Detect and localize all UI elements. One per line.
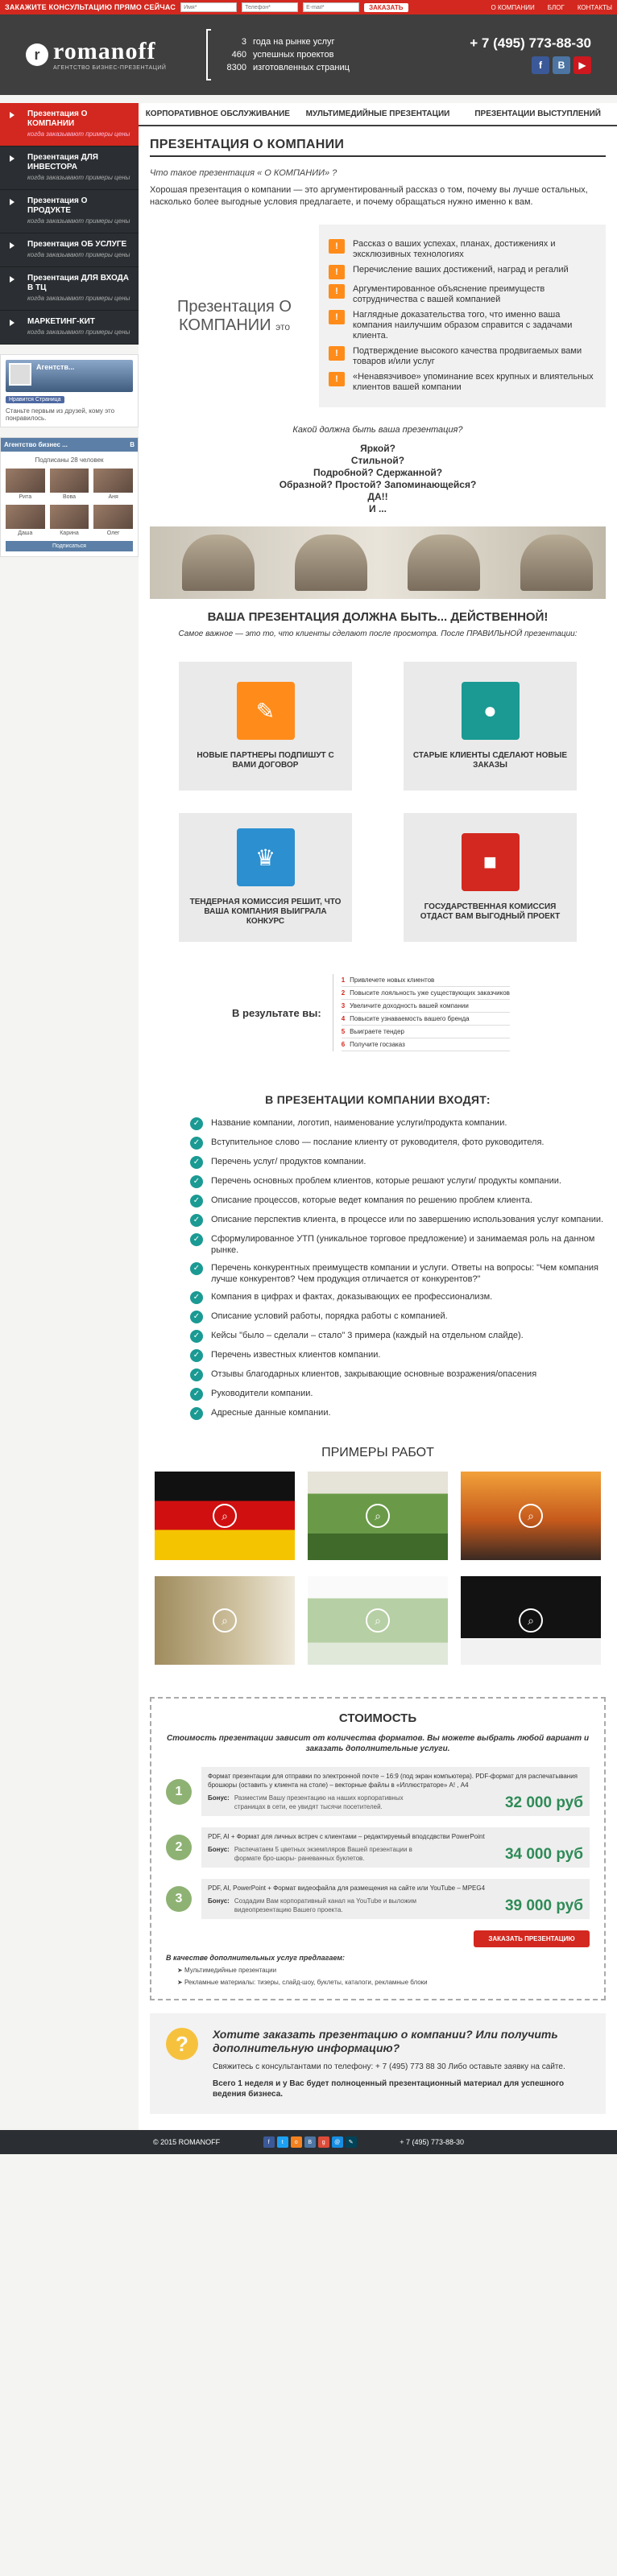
result-number: 2 (341, 989, 346, 997)
callout-title: Хотите заказать презентацию о компании? Или получить дополнительную информацию? (213, 2028, 558, 2054)
tab-speeches[interactable]: ПРЕЗЕНТАЦИИ ВЫСТУПЛЕНИЙ (458, 103, 617, 125)
results-block (232, 974, 606, 1051)
result-item (342, 974, 510, 987)
person-silhouette (182, 535, 255, 591)
price-option (166, 1827, 590, 1868)
option-footer (208, 1897, 583, 1914)
googleplus-icon[interactable]: g (318, 2136, 329, 2148)
result-text: Увеличите доходность вашей компании (350, 1002, 469, 1009)
included-item (190, 1291, 606, 1304)
sidebar-nav (0, 103, 139, 345)
outcome-card (179, 813, 352, 942)
check-icon: ✓ (190, 1175, 203, 1188)
check-icon: ✓ (190, 1262, 203, 1275)
bonus (208, 1897, 428, 1914)
bonus (208, 1845, 428, 1863)
result-item (342, 1000, 510, 1013)
question-icon: ? (166, 2028, 198, 2060)
card-caption: ТЕНДЕРНАЯ КОМИССИЯ РЕШИТ, ЧТО ВАША КОМПАНИЯ ВЫИГРАЛА КОНКУРС (189, 898, 342, 926)
hero-title-text: Презентация О КОМПАНИИ (177, 297, 292, 334)
handshake-icon: ✎ (237, 682, 295, 740)
main-content (139, 103, 617, 2130)
member-avatar (93, 505, 133, 529)
nav-subtitle: когда заказывают примеры цены (27, 217, 130, 225)
menu-about[interactable]: О КОМПАНИИ (491, 3, 535, 11)
included-item (190, 1311, 606, 1323)
sidebar-nav-item[interactable] (0, 233, 139, 267)
check-icon: ✓ (190, 1330, 203, 1343)
hero-eto: это (275, 320, 291, 332)
member-name: Даша (18, 530, 33, 536)
page-title: ПРЕЗЕНТАЦИЯ О КОМПАНИИ (150, 138, 606, 157)
stat-number: 3 (241, 37, 246, 47)
member-name: Карина (60, 530, 79, 536)
extra-item: ➤ Мультимедийные презентации (177, 1967, 277, 1974)
nav-title: Презентация ОБ УСЛУГЕ (27, 240, 127, 249)
warning-icon: ! (329, 284, 345, 299)
facebook-icon[interactable]: f (263, 2136, 275, 2148)
result-number: 5 (341, 1028, 346, 1035)
bullet-text: Рассказ о ваших успехах, планах, достижениях и эксклюзивных технологиях (353, 239, 556, 259)
check-icon: ✓ (190, 1214, 203, 1227)
outcome-card (404, 813, 577, 942)
included-item (190, 1368, 606, 1381)
warning-icon: ! (329, 372, 345, 386)
stat-row (222, 63, 458, 72)
zoom-icon: ⌕ (213, 1608, 237, 1633)
email-input[interactable] (303, 2, 359, 12)
zoom-icon: ⌕ (519, 1608, 543, 1633)
card-caption: СТАРЫЕ КЛИЕНТЫ СДЕЛАЮТ НОВЫЕ ЗАКАЗЫ (412, 751, 568, 770)
quality-line: И ... (369, 503, 387, 514)
effective-subtitle: Самое важное — это то, что клиенты сделают после просмотра. После ПРАВИЛЬНОЙ презентации: (178, 630, 578, 638)
effective-heading: ВАША ПРЕЗЕНТАЦИЯ ДОЛЖНА БЫТЬ... ДЕЙСТВЕННОЙ! (207, 610, 549, 624)
included-text: Описание процессов, которые ведет компания по решению проблем клиента. (211, 1195, 532, 1205)
member-avatar (50, 469, 89, 493)
included-item (190, 1137, 606, 1150)
included-item (190, 1233, 606, 1256)
vk-members (6, 469, 133, 536)
included-text: Название компании, логотип, наименование услуги/продукта компании. (211, 1118, 507, 1128)
nav-subtitle: когда заказывают примеры цены (27, 295, 130, 302)
result-text: Повысите лояльность уже существующих заказчиков (350, 989, 510, 997)
check-icon: ✓ (190, 1311, 203, 1323)
hero-title (150, 298, 319, 335)
included-item (190, 1175, 606, 1188)
logo[interactable] (26, 39, 195, 71)
callout-phone: Свяжитесь с консультантами по телефону: + 7 (495) 773 88 30 Либо оставьте заявку на сайте. (213, 2062, 565, 2071)
price-option (166, 1767, 590, 1816)
zoom-icon: ⌕ (213, 1504, 237, 1528)
result-number: 6 (341, 1041, 346, 1048)
result-text: Получите госзаказ (350, 1041, 405, 1048)
warning-icon: ! (329, 265, 345, 279)
footer-social (263, 2136, 357, 2148)
sidebar (0, 95, 139, 2130)
option-number: 2 (166, 1835, 192, 1860)
bullet-text: Наглядные доказательства того, что именно ваша компания наилучшим образом справится с задачами клиента. (353, 310, 573, 341)
hero-bullet (329, 265, 596, 279)
bonus-label: Бонус: (208, 1794, 230, 1802)
bonus-text: Распечатаем 5 цветных экземпляров Вашей презентации в формате бро-шюры- раневанных буклетов. (234, 1846, 412, 1862)
nav-subtitle: когда заказывают примеры цены (27, 130, 130, 138)
extra-heading: В качестве дополнительных услуг предлагаем: (166, 1954, 346, 1962)
check-icon: ✓ (190, 1349, 203, 1362)
included-text: Компания в цифрах и фактах, доказывающих ее профессионализм. (211, 1292, 493, 1302)
extra-item: ➤ Рекламные материалы: тизеры, слайд-шоу, буклеты, каталоги, рекламные блоки (177, 1979, 428, 1986)
member-avatar (6, 505, 45, 529)
briefcase-icon: ■ (462, 833, 520, 891)
vk-member[interactable] (50, 505, 89, 536)
vk-group-name[interactable]: Агентство бизнес ... (4, 441, 68, 448)
check-icon: ✓ (190, 1156, 203, 1169)
included-item (190, 1349, 606, 1362)
stat-row (222, 37, 458, 47)
option-number: 1 (166, 1779, 192, 1805)
result-item (342, 1026, 510, 1038)
member-avatar (50, 505, 89, 529)
nav-title: Презентация О КОМПАНИИ (27, 109, 88, 128)
presentation-question: Какой должна быть ваша презентация? (292, 425, 463, 435)
member-name: Рита (19, 494, 32, 500)
facebook-widget (0, 354, 139, 427)
outcome-cards (150, 639, 606, 942)
pricing-intro: Стоимость презентации зависит от количества форматов. Вы можете выбрать любой вариант и заказать дополнительные услуги. (166, 1734, 590, 1753)
top-menu (491, 4, 612, 11)
result-number: 1 (341, 976, 346, 984)
zoom-icon: ⌕ (366, 1504, 390, 1528)
warning-icon: ! (329, 239, 345, 254)
nav-subtitle: когда заказывают примеры цены (27, 251, 130, 258)
nav-title: МАРКЕТИНГ-КИТ (27, 317, 95, 326)
presentation-qualities (150, 443, 606, 515)
check-icon: ✓ (190, 1291, 203, 1304)
zoom-icon: ⌕ (366, 1608, 390, 1633)
sidebar-nav-item[interactable] (0, 147, 139, 190)
included-item (190, 1407, 606, 1420)
check-icon: ✓ (190, 1195, 203, 1208)
included-text: Адресные данные компании. (211, 1408, 331, 1418)
sidebar-nav-item[interactable] (0, 103, 139, 147)
order-button[interactable]: ЗАКАЗАТЬ (364, 3, 408, 12)
included-text: Отзывы благодарных клиентов, закрывающие основные возражения/опасения (211, 1369, 537, 1379)
sidebar-nav-item[interactable] (0, 311, 139, 345)
result-item (342, 987, 510, 1000)
quality-line: Стильной? (350, 455, 405, 466)
check-icon: ✓ (190, 1117, 203, 1130)
vk-member[interactable] (93, 469, 133, 500)
callout-promise: Всего 1 неделя и у Вас будет полноценный презентационный материал для успешного ведения бизнеса. (213, 2079, 565, 2099)
logo-subtitle: АГЕНТСТВО БИЗНЕС-ПРЕЗЕНТАЦИЙ (53, 64, 167, 71)
bullet-text: Перечисление ваших достижений, наград и регалий (353, 265, 569, 275)
vk-header (1, 438, 138, 452)
nav-title: Презентация ДЛЯ ВХОДА В ТЦ (27, 274, 130, 292)
check-icon: ✓ (190, 1368, 203, 1381)
odnoklassniki-icon[interactable]: o (291, 2136, 302, 2148)
person-silhouette (295, 535, 367, 591)
facebook-icon[interactable]: f (532, 56, 549, 74)
option-price: 34 000 руб (504, 1845, 583, 1863)
option-number: 3 (166, 1886, 192, 1912)
facebook-note: Станьте первым из друзей, кому это понравилось. (6, 407, 115, 422)
team-photo (150, 526, 606, 599)
vk-icon[interactable]: B (304, 2136, 316, 2148)
nav-subtitle: когда заказывают примеры цены (27, 328, 130, 336)
bullet-text: Аргументированное объяснение преимуществ сотрудничества с вашей компанией (353, 284, 545, 304)
result-number: 3 (341, 1002, 346, 1009)
option-description: PDF, AI + Формат для личных встреч с клиентами – редактируемый вподсдвстви PowerPoint (208, 1833, 485, 1840)
quality-line: Образной? Простой? Запоминающейся? (279, 479, 477, 490)
header-phone[interactable]: + 7 (495) 773-88-30 (470, 35, 591, 51)
bonus (208, 1794, 428, 1811)
tab-corporate[interactable]: КОРПОРАТИВНОЕ ОБСЛУЖИВАНИЕ (139, 103, 297, 125)
warning-icon: ! (329, 310, 345, 324)
consultation-cta: ЗАКАЖИТЕ КОНСУЛЬТАЦИЮ ПРЯМО СЕЙЧАС (5, 3, 176, 11)
company-stats (222, 37, 458, 72)
order-presentation-button[interactable]: ЗАКАЗАТЬ ПРЕЗЕНТАЦИЮ (474, 1930, 590, 1947)
included-item (190, 1117, 606, 1130)
livejournal-icon[interactable]: ✎ (346, 2136, 357, 2148)
bonus-text: Создадим Вам корпоративный канал на YouTube и выложим видеопрезентацию Вашего проекта. (234, 1897, 416, 1913)
footer (0, 2130, 617, 2154)
contact-callout (150, 2013, 606, 2114)
pricing-rows (166, 1767, 590, 1919)
service-tabs (139, 103, 617, 126)
included-text: Описание перспектив клиента, в процессе или по завершению использования услуг компании. (211, 1215, 604, 1224)
results-list (333, 974, 510, 1051)
member-name: Олег (106, 530, 120, 536)
bracket-divider (206, 29, 211, 80)
facebook-like-button[interactable]: Нравится Страница (6, 396, 64, 403)
logo-mark-icon: r (26, 43, 48, 66)
member-name: Вова (62, 494, 77, 500)
included-item (190, 1262, 606, 1285)
included-item (190, 1195, 606, 1208)
menu-contacts[interactable]: КОНТАКТЫ (577, 3, 612, 11)
hero-block (150, 225, 606, 407)
option-footer (208, 1794, 583, 1811)
copyright: © 2015 ROMANOFF (153, 2138, 221, 2146)
result-text: Повысите узнаваемость вашего бренда (350, 1015, 470, 1022)
topbar (0, 0, 617, 14)
work-thumbnail[interactable] (155, 1472, 295, 1560)
intro-question: Что такое презентация « О КОМПАНИИ» ? (150, 168, 337, 178)
nav-subtitle: когда заказывают примеры цены (27, 174, 130, 181)
included-text: Перечень основных проблем клиентов, которые решают услуги/ продукты компании. (211, 1176, 561, 1186)
option-card (201, 1767, 590, 1816)
included-item (190, 1214, 606, 1227)
vk-member[interactable] (6, 505, 45, 536)
vk-icon[interactable]: B (553, 56, 570, 74)
work-thumbnail[interactable] (308, 1576, 448, 1665)
zoom-icon: ⌕ (519, 1504, 543, 1528)
twitter-icon[interactable]: t (277, 2136, 288, 2148)
stat-number: 8300 (226, 63, 246, 72)
nav-title: Презентация ДЛЯ ИНВЕСТОРА (27, 153, 98, 171)
card-caption: ГОСУДАРСТВЕННАЯ КОМИССИЯ ОТДАСТ ВАМ ВЫГОДНЫЙ ПРОЕКТ (420, 902, 561, 921)
outcome-card (404, 662, 577, 791)
facebook-avatar (9, 363, 31, 386)
option-price: 39 000 руб (504, 1897, 583, 1914)
work-thumbnail[interactable] (308, 1472, 448, 1560)
quality-line: ДА!! (367, 491, 388, 502)
hero-bullet (329, 346, 596, 367)
included-text: Перечень конкурентных преимуществ компании и услуги. Ответы на вопросы: "Чем компания лучше конкурентов? Чем продукция отличается от конкурентов?" (211, 1263, 599, 1284)
included-item (190, 1156, 606, 1169)
work-thumbnail[interactable] (461, 1472, 601, 1560)
included-item (190, 1330, 606, 1343)
included-text: Описание условий работы, порядка работы с компанией. (211, 1311, 448, 1321)
hero-bullet (329, 310, 596, 341)
vk-subscribe-button[interactable]: Подписаться (6, 541, 133, 551)
youtube-icon[interactable]: ▶ (574, 56, 591, 74)
vk-member[interactable] (93, 505, 133, 536)
price-option (166, 1879, 590, 1919)
facebook-cover (6, 360, 133, 392)
check-icon: ✓ (190, 1388, 203, 1401)
option-description: Формат презентации для отправки по электронной почте – 16:9 (под экран компьютера). PDF-формат для распечатывания брошюры (оставить у клиента на столе) – векторные файлы в «Иллюстраторе» А! , А4 (208, 1773, 578, 1789)
vk-member[interactable] (50, 469, 89, 500)
check-icon: ✓ (190, 1233, 203, 1246)
included-text: Кейсы "было – сделали – стало" 3 примера (каждый на отдельном слайде). (211, 1331, 524, 1340)
result-number: 4 (341, 1015, 346, 1022)
sidebar-nav-item[interactable] (0, 190, 139, 233)
tab-multimedia[interactable]: МУЛЬТИМЕДИЙНЫЕ ПРЕЗЕНТАЦИИ (299, 103, 458, 125)
member-name: Аня (108, 494, 118, 500)
results-label: В результате вы: (232, 1006, 321, 1019)
check-icon: ✓ (190, 1407, 203, 1420)
member-avatar (6, 469, 45, 493)
works-heading: ПРИМЕРЫ РАБОТ (321, 1446, 434, 1459)
result-text: Привлечете новых клиентов (350, 976, 435, 984)
result-text: Выиграете тендер (350, 1028, 404, 1035)
header-social (470, 56, 591, 74)
quality-line: Яркой? (360, 443, 395, 454)
includes-list (150, 1117, 606, 1420)
hero-bullet (329, 239, 596, 260)
header-contact (470, 35, 591, 74)
hero-bullets (319, 225, 606, 407)
included-text: Перечень известных клиентов компании. (211, 1350, 381, 1360)
nav-title: Презентация О ПРОДУКТЕ (27, 196, 88, 215)
stat-number: 460 (231, 50, 246, 60)
card-caption: НОВЫЕ ПАРТНЕРЫ ПОДПИШУТ С ВАМИ ДОГОВОР (197, 751, 334, 770)
pricing-title: СТОИМОСТЬ (338, 1711, 417, 1725)
bonus-text: Разместим Вашу презентацию на наших корпоративных страницах в сети, ее увидят тысячи посетителей. (234, 1794, 404, 1810)
option-description: PDF, AI, PowerPoint + Формат видеофайла для размещения на сайте или YouTube – MPEG4 (208, 1885, 486, 1892)
works-gallery (150, 1472, 606, 1665)
mail-icon[interactable]: @ (332, 2136, 343, 2148)
option-price: 32 000 руб (504, 1794, 583, 1811)
hero-bullet (329, 372, 596, 393)
included-text: Сформулированное УТП (уникальное торговое предложение) и занимаемая роль на данном рынке. (211, 1234, 595, 1255)
quality-line: Подробной? Сдержанной? (313, 467, 443, 478)
name-input[interactable] (180, 2, 237, 12)
facebook-page-name[interactable]: Агентств... (36, 363, 75, 371)
sidebar-nav-item[interactable] (0, 267, 139, 311)
bullet-text: Подтверждение высокого качества продвигаемых вами товаров и/или услуг (353, 346, 582, 366)
vk-widget (0, 437, 139, 557)
option-footer (208, 1845, 583, 1863)
member-avatar (93, 469, 133, 493)
vk-subscribers: Подписаны 28 человек (35, 456, 104, 464)
phone-input[interactable] (242, 2, 298, 12)
logo-name: romanoff (53, 37, 156, 64)
vk-member[interactable] (6, 469, 45, 500)
check-icon: ✓ (190, 1137, 203, 1150)
option-card (201, 1879, 590, 1919)
hero-bullet (329, 284, 596, 305)
pricing-box (150, 1697, 606, 2000)
stat-label: изготовленных страниц (253, 63, 350, 72)
person-silhouette (520, 535, 593, 591)
result-item (342, 1038, 510, 1051)
intro-text: Хорошая презентация о компании — это аргументированный рассказ о том, почему вы лучше остальных, насколько более выгодные условия предлагаете, и почему обращаться нужно именно к вам. (150, 185, 588, 207)
included-text: Вступительное слово — послание клиенту от руководителя, фото руководителя. (211, 1137, 545, 1147)
footer-phone[interactable]: + 7 (495) 773-88-30 (400, 2138, 464, 2146)
bonus-label: Бонус: (208, 1897, 230, 1905)
result-item (342, 1013, 510, 1026)
includes-heading: В ПРЕЗЕНТАЦИИ КОМПАНИИ ВХОДЯТ: (265, 1093, 491, 1106)
trophy-icon: ♛ (237, 828, 295, 886)
included-text: Перечень услуг/ продуктов компании. (211, 1157, 366, 1166)
header (0, 14, 617, 95)
stat-row (222, 50, 458, 60)
bullet-text: «Ненавязчивое» упоминание всех крупных и влиятельных клиентов вашей компании (353, 372, 594, 392)
included-text: Руководители компании. (211, 1389, 313, 1398)
work-thumbnail[interactable] (461, 1576, 601, 1665)
person-silhouette (408, 535, 480, 591)
stat-label: успешных проектов (253, 50, 334, 60)
menu-blog[interactable]: БЛОГ (547, 3, 565, 11)
included-item (190, 1388, 606, 1401)
work-thumbnail[interactable] (155, 1576, 295, 1665)
option-card (201, 1827, 590, 1868)
stat-label: года на рынке услуг (253, 37, 335, 47)
outcome-card (179, 662, 352, 791)
warning-icon: ! (329, 346, 345, 361)
client-icon: ● (462, 682, 520, 740)
vk-icon: B (130, 441, 135, 448)
bonus-label: Бонус: (208, 1846, 230, 1853)
